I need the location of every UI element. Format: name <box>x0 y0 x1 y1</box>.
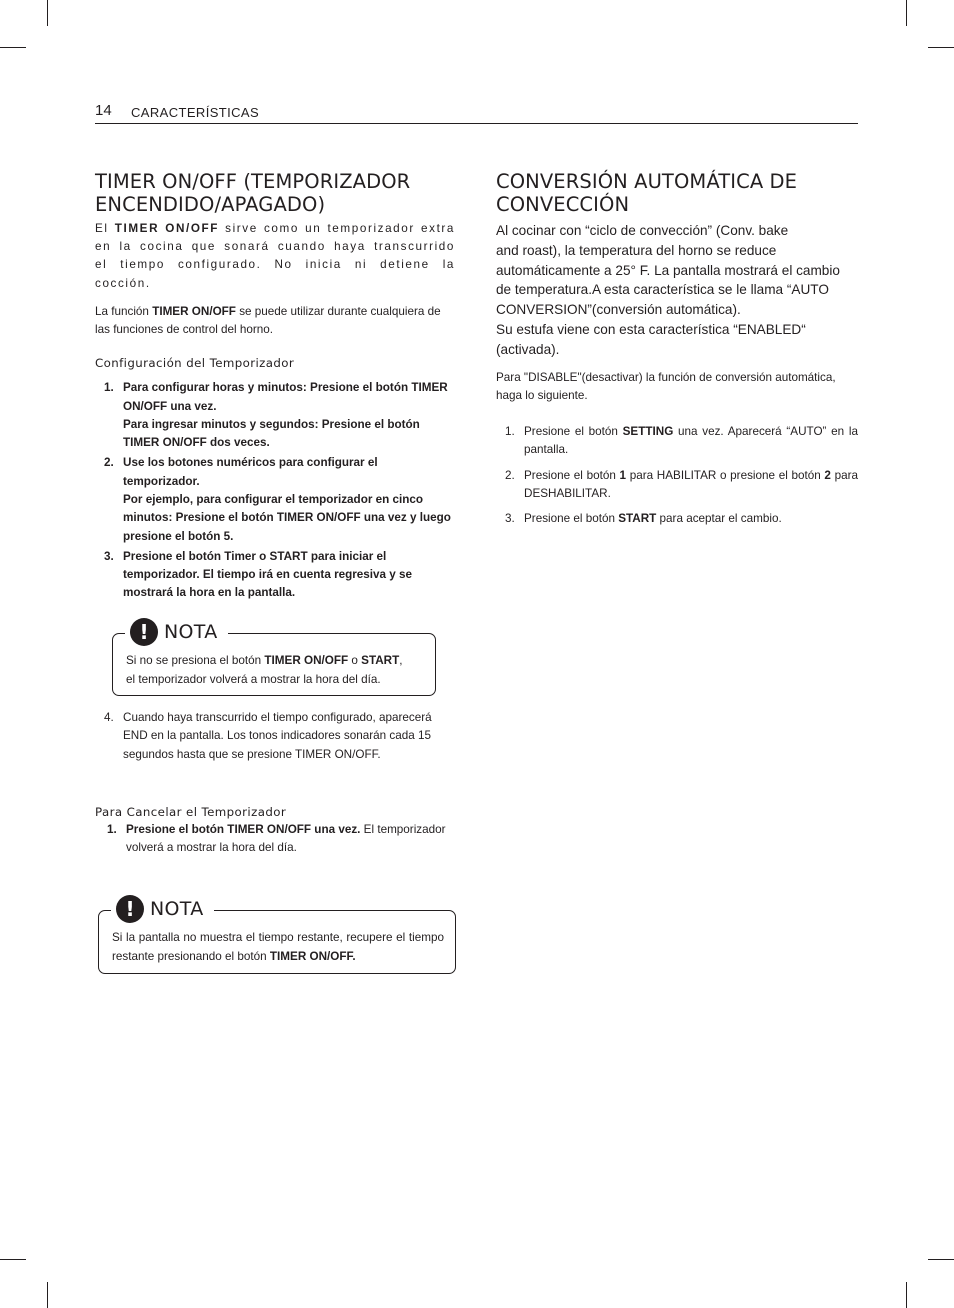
step-4 <box>95 709 445 764</box>
crop-mark <box>0 47 26 48</box>
timer-intro: El TIMER ON/OFF sirve como un temporizador extra en la cocina que sonará cuando haya transcurrido el tiempo configurado. No inicia ni detiene la cocción. <box>95 222 456 290</box>
note-text: Si la pantalla no muestra el tiempo restante, recupere el tiempo restante presionando el botón TIMER ON/OFF. <box>112 931 444 963</box>
note-box <box>112 620 436 696</box>
crop-mark <box>906 0 907 26</box>
timer-usage-text: La función TIMER ON/OFF se puede utilizar durante cualquiera de las funciones de control del horno. <box>95 304 441 337</box>
convection-section-title: CONVERSIÓN AUTOMÁTICA DE CONVECCIÓN <box>496 170 798 216</box>
warning-icon: ! <box>130 618 158 646</box>
disable-instructions: Para "DISABLE"(desactivar) la función de conversión automática, haga lo siguiente. <box>496 370 836 402</box>
list-item: 2. Presione el botón 1 para HABILITAR o presione el botón 2 para DESHABILITAR. <box>505 468 858 500</box>
note-title: NOTA <box>164 621 218 643</box>
config-heading: Configuración del Temporizador <box>95 356 295 371</box>
config-steps <box>95 379 455 603</box>
crop-mark <box>0 1259 26 1260</box>
crop-mark <box>928 47 954 48</box>
crop-mark <box>906 1282 907 1308</box>
header-rule <box>95 123 858 124</box>
crop-mark <box>928 1259 954 1260</box>
list-item: 3. Presione el botón Timer o START para iniciar el temporizador. El tiempo irá en cuenta regresiva y se mostrará la hora en la pantalla. <box>104 549 413 600</box>
right-column <box>496 170 858 528</box>
list-item: 1. Presione el botón TIMER ON/OFF una vez. El temporizador volverá a mostrar la hora del día. <box>107 823 446 855</box>
list-item: 2. Use los botones numéricos para configurar el temporizador. Por ejemplo, para configurar el temporizador en cinco minutos: Presione el botón TIMER ON/OFF una vez y luego presione el botón 5. <box>104 456 451 543</box>
crop-mark <box>47 1282 48 1308</box>
page-number: 14 <box>95 102 112 119</box>
cancel-section <box>95 805 455 858</box>
convection-description: Al cocinar con “ciclo de convección” (Conv. bake and roast), la temperatura del horno se reduce automáticamente a 25° F. La pantalla mostrará el cambio de temperatura.A esta característica se le llama “AUTO CONVERSION”(conversión automática). Su estufa viene con esta característica “ENABLED“ (activada). <box>496 223 840 357</box>
list-item: 1. Presione el botón SETTING una vez. Aparecerá “AUTO” en la pantalla. <box>505 424 858 457</box>
list-item: 4. Cuando haya transcurrido el tiempo configurado, aparecerá END en la pantalla. Los tonos indicadores sonarán cada 15 segundos hasta que se presione TIMER ON/OFF. <box>104 711 432 761</box>
list-item: 1. Para configurar horas y minutos: Presione el botón TIMER ON/OFF una vez. Para ingresar minutos y segundos: Presione el botón TIMER ON/OFF dos veces. <box>104 381 448 450</box>
cancel-heading: Para Cancelar el Temporizador <box>95 805 287 819</box>
note-box <box>98 897 456 974</box>
list-item: 3. Presione el botón START para aceptar el cambio. <box>505 512 782 526</box>
timer-section-title: TIMER ON/OFF (TEMPORIZADOR ENCENDIDO/APAGADO) <box>95 170 411 216</box>
note-title: NOTA <box>150 898 204 920</box>
convection-steps <box>496 423 858 528</box>
warning-icon: ! <box>116 895 144 923</box>
left-column <box>95 170 455 603</box>
crop-mark <box>47 0 48 26</box>
note-text: Si no se presiona el botón TIMER ON/OFF o START, el temporizador volverá a mostrar la hora del día. <box>126 654 403 686</box>
section-label: CARACTERÍSTICAS <box>131 105 260 120</box>
